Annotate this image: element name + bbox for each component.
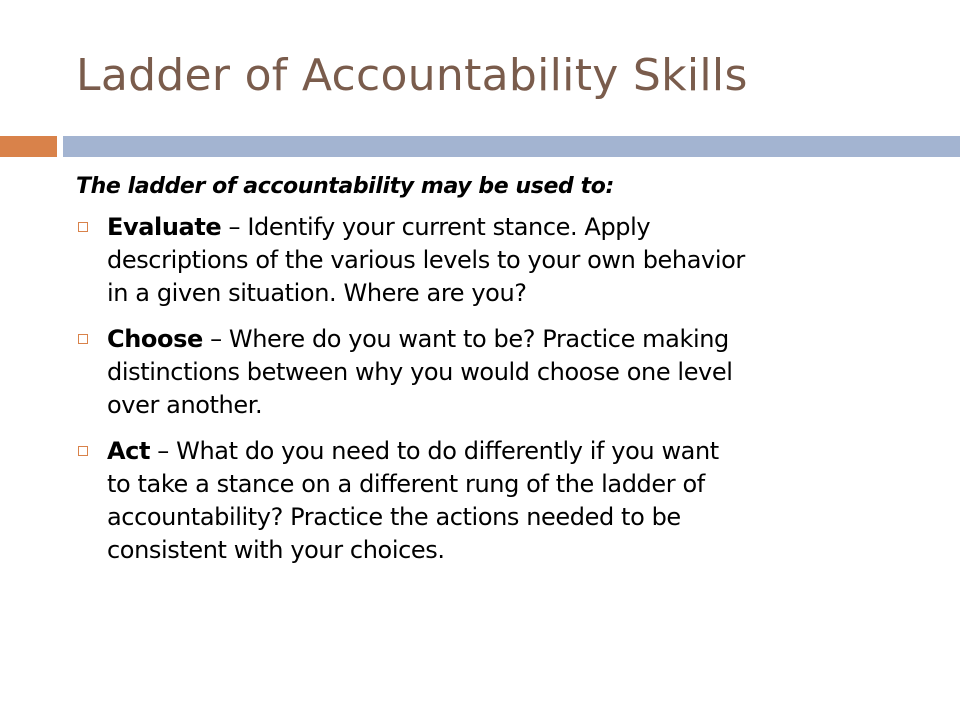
bullet-evaluate <box>76 211 936 310</box>
bullet-line: consistent with your choices. <box>107 536 445 564</box>
intro-text: The ladder of accountability may be used to: <box>76 174 614 199</box>
title-divider-bar <box>63 136 960 157</box>
bullet-line: over another. <box>107 391 263 419</box>
bullet-line <box>107 323 936 356</box>
bullet-act <box>76 435 936 567</box>
bullet-list <box>76 211 936 567</box>
bullet-text: – Identify your current stance. Apply <box>221 213 651 241</box>
bullet-line: accountability? Practice the actions needed to be <box>107 503 681 531</box>
bullet-term: Act <box>107 437 151 465</box>
slide-body <box>76 172 936 580</box>
title-accent-bar <box>0 136 57 157</box>
bullet-line: distinctions between why you would choose one level <box>107 358 733 386</box>
bullet-text: – Where do you want to be? Practice making <box>202 325 729 353</box>
bullet-term: Choose <box>107 325 203 353</box>
bullet-line <box>107 211 936 244</box>
slide-title: Ladder of Accountability Skills <box>76 50 748 101</box>
square-bullet-icon <box>78 446 88 456</box>
square-bullet-icon <box>78 222 88 232</box>
bullet-term: Evaluate <box>107 213 222 241</box>
bullet-line <box>107 435 936 468</box>
bullet-line: to take a stance on a different rung of the ladder of <box>107 470 705 498</box>
square-bullet-icon <box>78 334 88 344</box>
bullet-line: in a given situation. Where are you? <box>107 279 527 307</box>
bullet-line: descriptions of the various levels to your own behavior <box>107 246 745 274</box>
bullet-text: – What do you need to do differently if you want <box>150 437 719 465</box>
bullet-choose <box>76 323 936 422</box>
